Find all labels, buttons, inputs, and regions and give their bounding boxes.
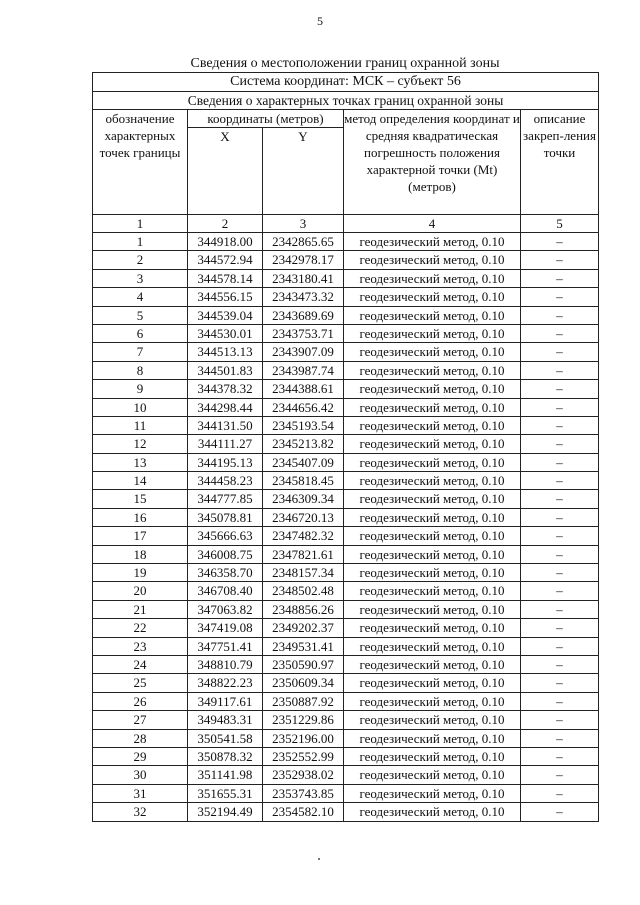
point-number: 5 [93,306,188,324]
y-coordinate: 2344388.61 [263,380,344,398]
y-coordinate: 2343180.41 [263,269,344,287]
y-coordinate: 2350590.97 [263,655,344,673]
point-number: 11 [93,416,188,434]
table-row [93,508,599,526]
x-coordinate: 344378.32 [188,380,263,398]
x-coordinate: 350541.58 [188,729,263,747]
point-number: 17 [93,527,188,545]
x-coordinate: 347063.82 [188,600,263,618]
x-coordinate: 348822.23 [188,674,263,692]
table-row [93,490,599,508]
column-number: 2 [188,215,263,233]
y-coordinate: 2352938.02 [263,766,344,784]
page-number: 5 [317,14,323,28]
table-row [93,269,599,287]
description-value: – [521,803,599,821]
y-coordinate: 2345818.45 [263,472,344,490]
table-row [93,692,599,710]
method-value: геодезический метод, 0.10 [344,545,521,563]
x-coordinate: 350878.32 [188,747,263,765]
point-number: 24 [93,655,188,673]
x-coordinate: 344195.13 [188,453,263,471]
point-number: 29 [93,747,188,765]
y-coordinate: 2344656.42 [263,398,344,416]
y-coordinate: 2343689.69 [263,306,344,324]
x-coordinate: 351141.98 [188,766,263,784]
table-row [93,619,599,637]
y-coordinate: 2343907.09 [263,343,344,361]
column-number: 4 [344,215,521,233]
point-number: 8 [93,361,188,379]
method-value: геодезический метод, 0.10 [344,582,521,600]
method-value: геодезический метод, 0.10 [344,398,521,416]
description-value: – [521,564,599,582]
y-coordinate: 2348856.26 [263,600,344,618]
method-value: геодезический метод, 0.10 [344,453,521,471]
method-value: геодезический метод, 0.10 [344,619,521,637]
y-coordinate: 2351229.86 [263,711,344,729]
y-coordinate: 2353743.85 [263,784,344,802]
header-y: Y [263,128,344,215]
table-row [93,251,599,269]
description-value: – [521,692,599,710]
point-number: 9 [93,380,188,398]
point-number: 14 [93,472,188,490]
x-coordinate: 346708.40 [188,582,263,600]
method-value: геодезический метод, 0.10 [344,600,521,618]
method-value: геодезический метод, 0.10 [344,508,521,526]
method-value: геодезический метод, 0.10 [344,490,521,508]
description-value: – [521,490,599,508]
y-coordinate: 2352552.99 [263,747,344,765]
method-value: геодезический метод, 0.10 [344,784,521,802]
table-row [93,600,599,618]
x-coordinate: 347419.08 [188,619,263,637]
method-value: геодезический метод, 0.10 [344,766,521,784]
x-coordinate: 349117.61 [188,692,263,710]
table-row [93,582,599,600]
table-row [93,747,599,765]
point-number: 27 [93,711,188,729]
x-coordinate: 347751.41 [188,637,263,655]
point-number: 7 [93,343,188,361]
method-value: геодезический метод, 0.10 [344,324,521,342]
y-coordinate: 2348502.48 [263,582,344,600]
y-coordinate: 2346720.13 [263,508,344,526]
y-coordinate: 2345407.09 [263,453,344,471]
x-coordinate: 345078.81 [188,508,263,526]
x-coordinate: 348810.79 [188,655,263,673]
header-point-designation: обозначение характерных точек границы [93,110,188,215]
point-number: 12 [93,435,188,453]
y-coordinate: 2348157.34 [263,564,344,582]
point-number: 13 [93,453,188,471]
y-coordinate: 2352196.00 [263,729,344,747]
y-coordinate: 2343473.32 [263,288,344,306]
x-coordinate: 344572.94 [188,251,263,269]
table-row [93,398,599,416]
x-coordinate: 344298.44 [188,398,263,416]
table-row [93,803,599,821]
x-coordinate: 344501.83 [188,361,263,379]
method-value: геодезический метод, 0.10 [344,380,521,398]
column-number: 3 [263,215,344,233]
description-value: – [521,435,599,453]
x-coordinate: 345666.63 [188,527,263,545]
method-value: геодезический метод, 0.10 [344,251,521,269]
table-row [93,655,599,673]
method-value: геодезический метод, 0.10 [344,655,521,673]
point-number: 19 [93,564,188,582]
table-subtitle: Сведения о характерных точках границ охранной зоны [93,92,599,110]
point-number: 23 [93,637,188,655]
point-number: 4 [93,288,188,306]
method-value: геодезический метод, 0.10 [344,472,521,490]
table-row [93,784,599,802]
method-value: геодезический метод, 0.10 [344,803,521,821]
method-value: геодезический метод, 0.10 [344,711,521,729]
description-value: – [521,306,599,324]
table-row [93,435,599,453]
x-coordinate: 344918.00 [188,233,263,251]
method-value: геодезический метод, 0.10 [344,343,521,361]
y-coordinate: 2349531.41 [263,637,344,655]
method-value: геодезический метод, 0.10 [344,674,521,692]
description-value: – [521,472,599,490]
point-number: 32 [93,803,188,821]
table-row [93,416,599,434]
table-row [93,711,599,729]
description-value: – [521,288,599,306]
table-row [93,766,599,784]
coordinate-system: Система координат: МСК – субъект 56 [93,73,599,92]
description-value: – [521,416,599,434]
description-value: – [521,784,599,802]
method-value: геодезический метод, 0.10 [344,269,521,287]
table-row [93,324,599,342]
point-number: 30 [93,766,188,784]
method-value: геодезический метод, 0.10 [344,747,521,765]
table-row [93,380,599,398]
table-row [93,306,599,324]
document-title: Сведения о местоположении границ охранной зоны [190,56,500,71]
point-number: 15 [93,490,188,508]
table-row [93,674,599,692]
y-coordinate: 2343753.71 [263,324,344,342]
column-number: 5 [521,215,599,233]
scan-dot [318,858,320,860]
description-value: – [521,674,599,692]
table-row [93,527,599,545]
description-value: – [521,233,599,251]
point-number: 20 [93,582,188,600]
y-coordinate: 2350609.34 [263,674,344,692]
method-value: геодезический метод, 0.10 [344,416,521,434]
method-value: геодезический метод, 0.10 [344,564,521,582]
y-coordinate: 2346309.34 [263,490,344,508]
y-coordinate: 2342865.65 [263,233,344,251]
point-number: 16 [93,508,188,526]
point-number: 21 [93,600,188,618]
point-number: 2 [93,251,188,269]
boundary-points-table [92,72,599,822]
y-coordinate: 2342978.17 [263,251,344,269]
description-value: – [521,251,599,269]
point-number: 31 [93,784,188,802]
point-number: 28 [93,729,188,747]
table-row [93,545,599,563]
header-coordinates: координаты (метров) [188,110,344,128]
table-row [93,472,599,490]
description-value: – [521,619,599,637]
method-value: геодезический метод, 0.10 [344,306,521,324]
point-number: 1 [93,233,188,251]
table-row [93,361,599,379]
x-coordinate: 352194.49 [188,803,263,821]
x-coordinate: 344131.50 [188,416,263,434]
x-coordinate: 344539.04 [188,306,263,324]
y-coordinate: 2345193.54 [263,416,344,434]
x-coordinate: 344458.23 [188,472,263,490]
description-value: – [521,545,599,563]
header-method: метод определения координат и средняя квадратическая погрешность положения характерной точки (Mt) (метров) [344,110,521,215]
column-number: 1 [93,215,188,233]
description-value: – [521,747,599,765]
header-description: описание закреп-ления точки [521,110,599,215]
y-coordinate: 2354582.10 [263,803,344,821]
x-coordinate: 344578.14 [188,269,263,287]
point-number: 3 [93,269,188,287]
description-value: – [521,655,599,673]
x-coordinate: 344530.01 [188,324,263,342]
description-value: – [521,527,599,545]
description-value: – [521,766,599,784]
description-value: – [521,324,599,342]
table-row [93,343,599,361]
description-value: – [521,343,599,361]
table-row [93,453,599,471]
table-row [93,564,599,582]
x-coordinate: 344111.27 [188,435,263,453]
method-value: геодезический метод, 0.10 [344,435,521,453]
description-value: – [521,398,599,416]
method-value: геодезический метод, 0.10 [344,729,521,747]
y-coordinate: 2347821.61 [263,545,344,563]
point-number: 26 [93,692,188,710]
table-row [93,637,599,655]
y-coordinate: 2350887.92 [263,692,344,710]
point-number: 25 [93,674,188,692]
method-value: геодезический метод, 0.10 [344,233,521,251]
table-row [93,233,599,251]
x-coordinate: 351655.31 [188,784,263,802]
description-value: – [521,711,599,729]
header-x: X [188,128,263,215]
description-value: – [521,637,599,655]
description-value: – [521,380,599,398]
x-coordinate: 344777.85 [188,490,263,508]
x-coordinate: 346358.70 [188,564,263,582]
point-number: 6 [93,324,188,342]
description-value: – [521,582,599,600]
point-number: 10 [93,398,188,416]
table-row [93,288,599,306]
x-coordinate: 344556.15 [188,288,263,306]
method-value: геодезический метод, 0.10 [344,288,521,306]
x-coordinate: 344513.13 [188,343,263,361]
y-coordinate: 2349202.37 [263,619,344,637]
method-value: геодезический метод, 0.10 [344,692,521,710]
description-value: – [521,361,599,379]
description-value: – [521,508,599,526]
point-number: 18 [93,545,188,563]
method-value: геодезический метод, 0.10 [344,527,521,545]
y-coordinate: 2345213.82 [263,435,344,453]
point-number: 22 [93,619,188,637]
x-coordinate: 349483.31 [188,711,263,729]
description-value: – [521,600,599,618]
method-value: геодезический метод, 0.10 [344,361,521,379]
table-row [93,729,599,747]
y-coordinate: 2343987.74 [263,361,344,379]
description-value: – [521,729,599,747]
description-value: – [521,453,599,471]
method-value: геодезический метод, 0.10 [344,637,521,655]
description-value: – [521,269,599,287]
x-coordinate: 346008.75 [188,545,263,563]
y-coordinate: 2347482.32 [263,527,344,545]
